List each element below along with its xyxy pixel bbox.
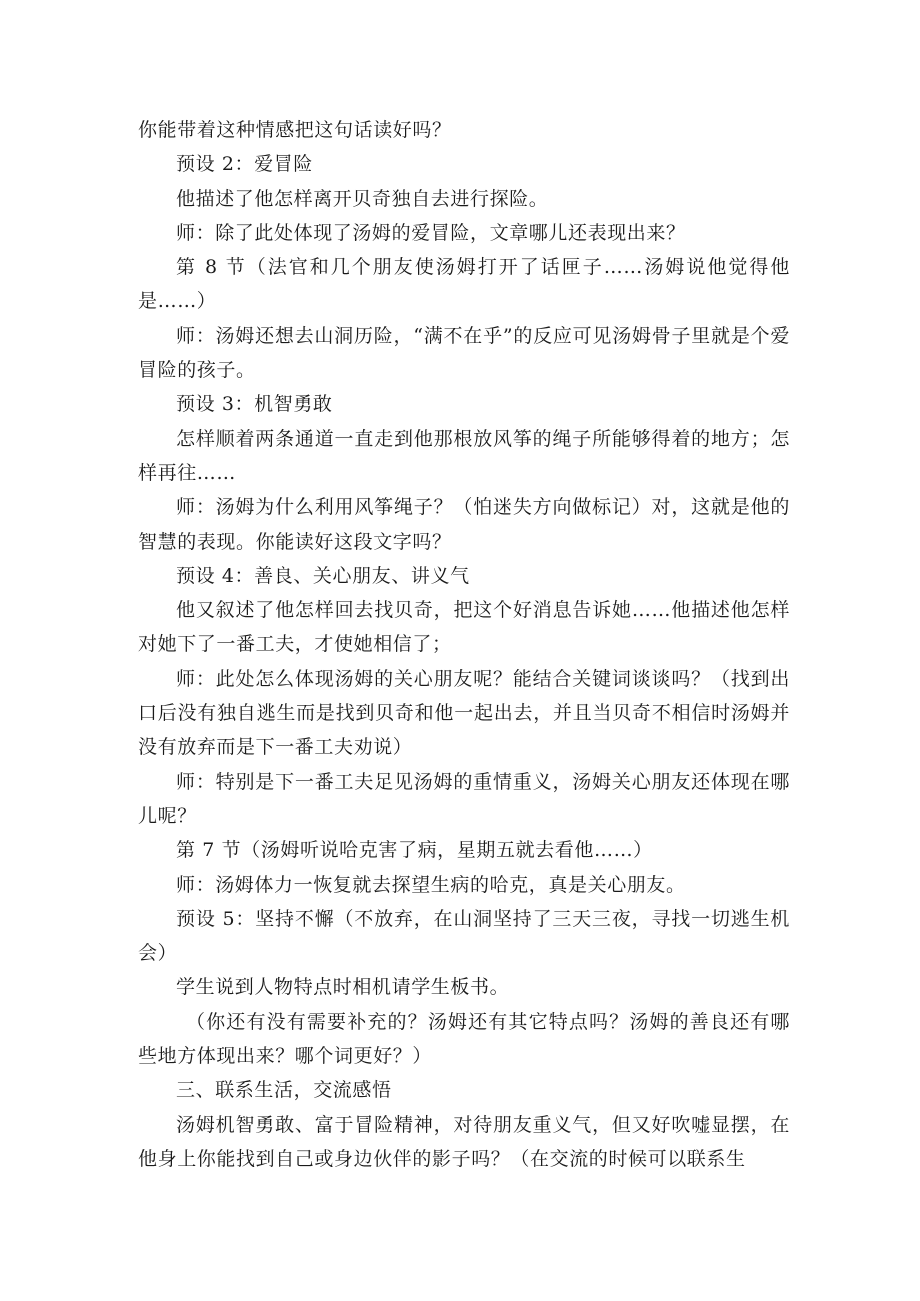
- paragraph: 学生说到人物特点时相机请学生板书。: [176, 976, 510, 999]
- paragraph: 预设 3：机智勇敢: [176, 393, 333, 416]
- paragraph: 师：除了此处体现了汤姆的爱冒险，文章哪儿还表现出来？: [176, 221, 686, 244]
- paragraph: （你还有没有需要补充的？汤姆还有其它特点吗？汤姆的善良还有哪些地方体现出来？哪个词更好？）: [138, 1010, 790, 1068]
- paragraph: 师：汤姆体力一恢复就去探望生病的哈克，真是关心朋友。: [176, 873, 686, 896]
- paragraph: 预设 4：善良、关心朋友、讲义气: [176, 564, 470, 587]
- paragraph: 预设 2：爱冒险: [176, 153, 313, 176]
- paragraph: 师：此处怎么体现汤姆的关心朋友呢？能结合关键词谈谈吗？（找到出口后没有独自逃生而是找到贝奇和他一起出去，并且当贝奇不相信时汤姆并没有放弃而是下一番工夫劝说）: [138, 667, 790, 759]
- paragraph: 你能带着这种情感把这句话读好吗？: [138, 119, 452, 141]
- paragraph: 他描述了他怎样离开贝奇独自去进行探险。: [176, 187, 549, 210]
- document-body: [138, 113, 790, 1176]
- section-heading: 三、联系生活，交流感悟: [176, 1079, 392, 1102]
- paragraph: 第 7 节（汤姆听说哈克害了病，星期五就去看他……）: [176, 839, 653, 862]
- paragraph: 预设 5：坚持不懈（不放弃，在山洞坚持了三天三夜，寻找一切逃生机会）: [138, 907, 790, 965]
- paragraph: 师：汤姆为什么利用风筝绳子？（怕迷失方向做标记）对，这就是他的智慧的表现。你能读好这段文字吗？: [138, 496, 790, 553]
- paragraph: 师：汤姆还想去山洞历险，“满不在乎”的反应可见汤姆骨子里就是个爱冒险的孩子。: [138, 324, 790, 382]
- paragraph: 第 8 节（法官和几个朋友使汤姆打开了话匣子……汤姆说他觉得他是……）: [138, 256, 790, 313]
- paragraph: 他又叙述了他怎样回去找贝奇，把这个好消息告诉她……他描述他怎样对她下了一番工夫，才使她相信了；: [138, 599, 790, 656]
- paragraph: 怎样顺着两条通道一直走到他那根放风筝的绳子所能够得着的地方；怎样再往……: [138, 427, 790, 484]
- paragraph: 汤姆机智勇敢、富于冒险精神，对待朋友重义气，但又好吹嘘显摆，在他身上你能找到自己或身边伙伴的影子吗？（在交流的时候可以联系生: [138, 1113, 790, 1170]
- paragraph: 师：特别是下一番工夫足见汤姆的重情重义，汤姆关心朋友还体现在哪儿呢？: [138, 770, 790, 827]
